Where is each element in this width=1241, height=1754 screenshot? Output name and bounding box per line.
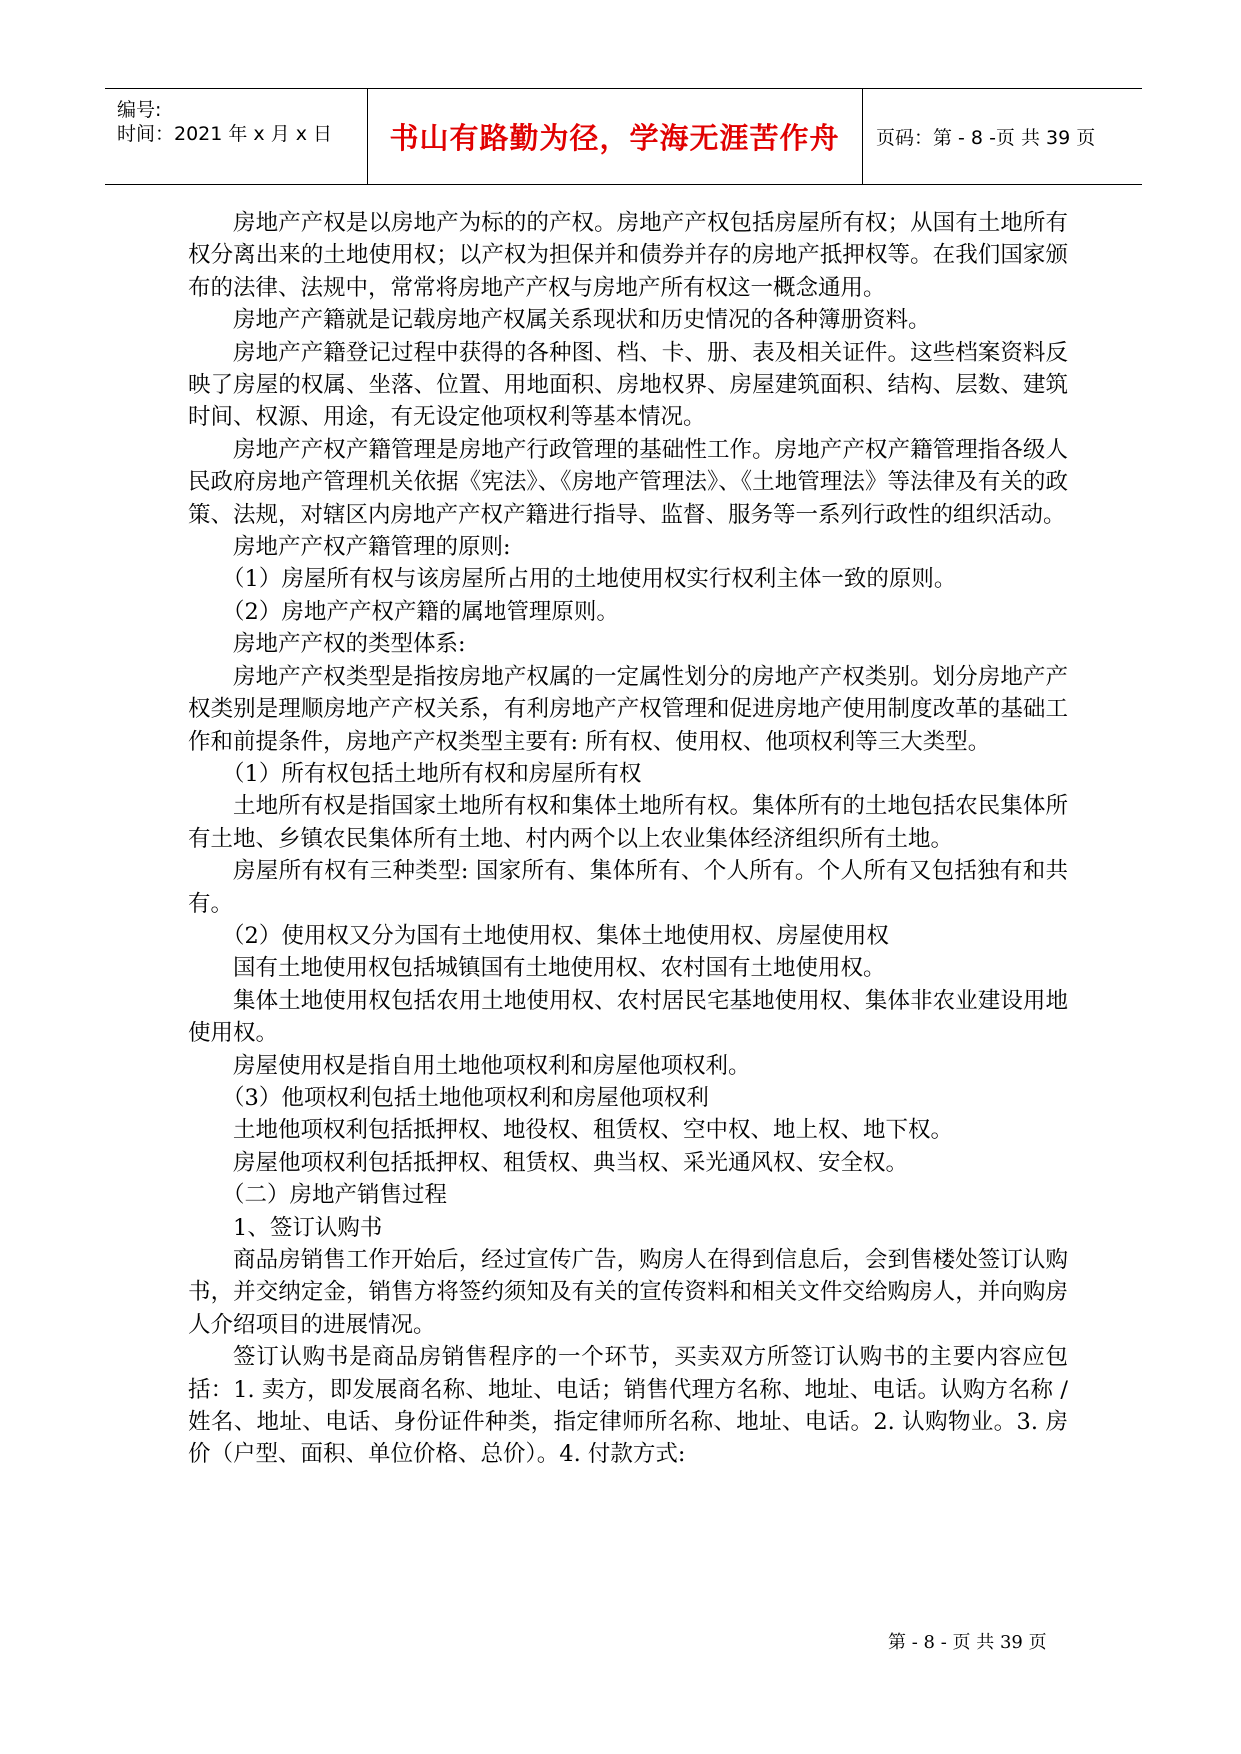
paragraph: 土地他项权利包括抵押权、地役权、租赁权、空中权、地上权、地下权。: [233, 1117, 954, 1144]
paragraph: 房地产产权产籍管理是房地产行政管理的基础性工作。房地产产权产籍管理指各级人民政府房地产管理机关依据《宪法》、《房地产管理法》、《土地管理法》等法律及有关的政策、法规，对辖区内房地产产权产籍进行指导、监督、服务等一系列行政性的组织活动。: [188, 436, 1068, 528]
paragraph: 土地所有权是指国家土地所有权和集体土地所有权。集体所有的土地包括农民集体所有土地、乡镇农民集体所有土地、村内两个以上农业集体经济组织所有土地。: [188, 793, 1068, 852]
paragraph: （3）他项权利包括土地他项权利和房屋他项权利: [222, 1084, 709, 1111]
paragraph: 房地产产权是以房地产为标的的产权。房地产产权包括房屋所有权；从国有土地所有权分离出来的土地使用权；以产权为担保并和债券并存的房地产抵押权等。在我们国家颁布的法律、法规中，常常将房地产产权与房地产所有权这一概念通用。: [188, 210, 1068, 301]
paragraph: 房地产产籍登记过程中获得的各种图、档、卡、册、表及相关证件。这些档案资料反映了房屋的权属、坐落、位置、用地面积、房地权界、房屋建筑面积、结构、层数、建筑时间、权源、用途，有无设定他项权利等基本情况。: [188, 339, 1068, 431]
paragraph: 商品房销售工作开始后，经过宣传广告，购房人在得到信息后，会到售楼处签订认购书，并交纳定金，销售方将签约须知及有关的宣传资料和相关文件交给购房人，并向购房人介绍项目的进展情况。: [188, 1247, 1068, 1338]
document-time-label: 时间：2021 年 x 月 x 日: [117, 123, 333, 145]
paragraph: 集体土地使用权包括农用土地使用权、农村居民宅基地使用权、集体非农业建设用地使用权。: [188, 987, 1068, 1047]
header-page-number: 页码：第 - 8 -页 共 39 页: [876, 127, 1096, 149]
paragraph: 房屋使用权是指自用土地他项权利和房屋他项权利。: [233, 1052, 751, 1079]
document-number-label: 编号:: [117, 99, 162, 121]
section-heading: （二）房地产销售过程: [222, 1182, 448, 1209]
header-motto: 书山有路勤为径，学海无涯苦作舟: [389, 121, 840, 155]
header-page-cell: [862, 89, 1156, 184]
page-footer: 第 - 8 - 页 共 39 页: [888, 1632, 1047, 1653]
page-header: [105, 88, 1142, 185]
paragraph: 签订认购书是商品房销售程序的一个环节，买卖双方所签订认购书的主要内容应包括：1. 卖方，即发展商名称、地址、电话；销售代理方名称、地址、电话。认购方名称 / 姓名、地址、电话、身份证件种类，指定律师所名称、地址、电话。2. 认购物业。3. 房价（户型、面积、单位价格、总价）。4. 付款方式:: [188, 1344, 1068, 1468]
paragraph: 房屋他项权利包括抵押权、租赁权、典当权、采光通风权、安全权。: [233, 1149, 909, 1176]
paragraph: 房地产产权的类型体系:: [233, 631, 466, 658]
subsection-heading: 1、签订认购书: [233, 1214, 383, 1241]
paragraph: （2）使用权又分为国有土地使用权、集体土地使用权、房屋使用权: [222, 922, 889, 949]
paragraph: （1）所有权包括土地所有权和房屋所有权: [222, 760, 642, 787]
document-body: [188, 207, 1068, 1471]
paragraph: 房地产产权类型是指按房地产权属的一定属性划分的房地产产权类别。划分房地产产权类别是理顺房地产产权关系，有利房地产产权管理和促进房地产使用制度改革的基础工作和前提条件，房地产产权类型主要有: 所有权、使用权、他项权利等三大类型。: [188, 663, 1068, 755]
header-meta: [105, 89, 368, 184]
paragraph: （2）房地产产权产籍的属地管理原则。: [222, 598, 619, 625]
paragraph: 国有土地使用权包括城镇国有土地使用权、农村国有土地使用权。: [233, 955, 886, 982]
header-motto-cell: [367, 89, 863, 184]
paragraph: 房屋所有权有三种类型: 国家所有、集体所有、个人所有。个人所有又包括独有和共有。: [188, 858, 1068, 917]
paragraph: （1）房屋所有权与该房屋所占用的土地使用权实行权利主体一致的原则。: [222, 566, 957, 593]
paragraph: 房地产产籍就是记载房地产权属关系现状和历史情况的各种簿册资料。: [233, 307, 931, 334]
paragraph: 房地产产权产籍管理的原则:: [233, 534, 511, 561]
